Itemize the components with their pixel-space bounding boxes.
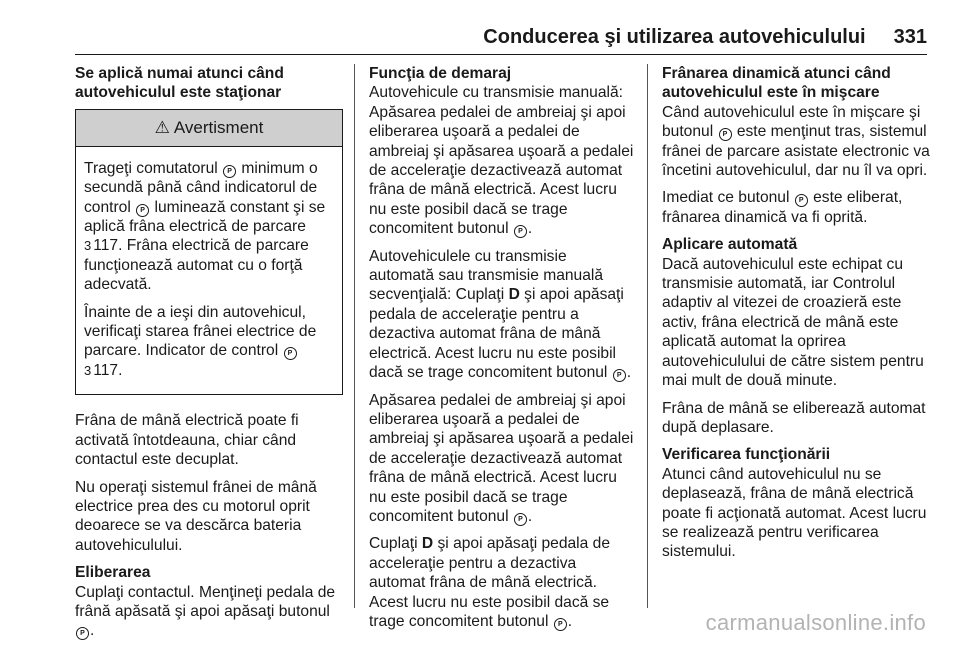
watermark: carmanualsonline.info [705, 610, 926, 635]
parking-brake-icon: P [136, 204, 149, 217]
body-paragraph: Nu operaţi sistemul frânei de mână electrice prea des cu motorul oprit deoarece se va descărca bateria autovehiculului. [75, 478, 317, 554]
body-paragraph: Cuplaţi D şi apoi apăsaţi pedala de acceleraţie pentru a dezactiva automat frâna de mână electrică. Acest lucru nu este posibil dacă se trage concomitent butonul P . [369, 535, 611, 630]
page-ref-arrow-icon: 3 [84, 362, 92, 378]
page-title: Conducerea şi utilizarea autovehiculului [483, 26, 866, 48]
section-heading: Verificarea funcţionării [662, 446, 831, 464]
page-header [75, 26, 927, 55]
parking-brake-icon: P [223, 165, 236, 178]
parking-brake-icon: P [514, 225, 527, 238]
parking-brake-icon: P [76, 627, 89, 640]
body-paragraph: Apăsarea pedalei de ambreiaj şi apoi eliberarea uşoară a pedalei de ambreiaj şi apăsarea uşoară a pedalei de acceleraţie dezactivează automat frâna de mână electrică. Acest lucru nu este posibil dacă se trage concomitent butonul P . [369, 391, 634, 525]
parking-brake-icon: P [613, 369, 626, 382]
warning-header [76, 110, 342, 147]
body-paragraph: Autovehiculele cu transmisie automată sau transmisie manuală secvenţială: Cuplaţi D şi apoi apăsaţi pedala de acceleraţie pentru a dezactiva automat frâna de mână electrică. Acest lucru nu este posibil dacă se trage concomitent butonul P . [369, 247, 632, 382]
section-heading: Eliberarea [75, 564, 151, 582]
section-heading: Se aplică numai atunci când autovehiculul este staţionar [75, 65, 284, 102]
body-paragraph: Imediat ce butonul P este eliberat, frânarea dinamică va fi oprită. [662, 189, 903, 226]
parking-brake-icon: P [795, 194, 808, 207]
page-ref-arrow-icon: 3 [84, 238, 92, 254]
page-ref-link[interactable]: 117 [93, 237, 119, 255]
page-ref-link[interactable]: 117 [93, 361, 119, 379]
warning-paragraph: Înainte de a ieşi din autovehicul, verificaţi starea frânei electrice de parcare. Indicator de control P 3 117. [84, 303, 317, 379]
column-divider [354, 64, 355, 608]
column-divider [647, 64, 648, 608]
body-paragraph: Frâna de mână se eliberează automat după deplasare. [662, 399, 926, 436]
body-paragraph: Dacă autovehiculul este echipat cu transmisie automată, iar Controlul adaptiv al vitezei de croazieră este activ, frâna electrică de mână este aplicată automat la oprirea autovehiculului de către sistem pentru mai mult de două minute. [662, 255, 924, 390]
column-1 [75, 64, 343, 649]
body-paragraph: Autovehicule cu transmisie manuală: Apăsarea pedalei de ambreiaj şi apoi eliberarea uşoară a pedalei de ambreiaj şi apăsarea uşoară a pedalei de acceleraţie dezactivează automat frâna de mână electrică. Acest lucru nu este posibil dacă se trage concomitent butonul P . [369, 84, 634, 238]
warning-paragraph: Trageţi comutatorul P minimum o secundă până când indicatorul de control P luminează constant şi se aplică frâna electrică de parcare 3 117. Frâna electrică de parcare funcţionează automat cu o forţă adecvată. [84, 159, 326, 294]
warning-body [76, 147, 342, 394]
warning-triangle-icon: ⚠ [154, 118, 170, 138]
body-paragraph: Cuplaţi contactul. Menţineţi pedala de frână apăsată şi apoi apăsaţi butonul P . [75, 583, 336, 640]
column-3 [662, 64, 930, 570]
warning-box [75, 109, 343, 395]
body-paragraph: Atunci când autovehiculul nu se deplasează, frâna de mână electrică poate fi acţionată automat. Acest lucru se realizează pentru verificarea sistemului. [662, 465, 927, 561]
parking-brake-icon: P [719, 128, 732, 141]
parking-brake-icon: P [554, 618, 567, 631]
body-paragraph: Frâna de mână electrică poate fi activată întotdeauna, chiar când contactul este decuplat. [75, 412, 299, 469]
parking-brake-icon: P [284, 347, 297, 360]
warning-title: Avertisment [173, 118, 264, 138]
page-number: 331 [893, 26, 927, 48]
parking-brake-icon: P [514, 513, 527, 526]
section-heading: Funcţia de demaraj [369, 65, 512, 82]
section-heading: Aplicare automată [662, 236, 798, 254]
section-heading: Frânarea dinamică atunci când autovehiculul este în mişcare [662, 65, 891, 102]
body-paragraph: Când autovehiculul este în mişcare şi butonul P este menţinut tras, sistemul frânei de parcare asistate electronic va încetini autovehiculul, dar nu îl va opri. [662, 103, 930, 180]
column-2 [369, 64, 634, 639]
